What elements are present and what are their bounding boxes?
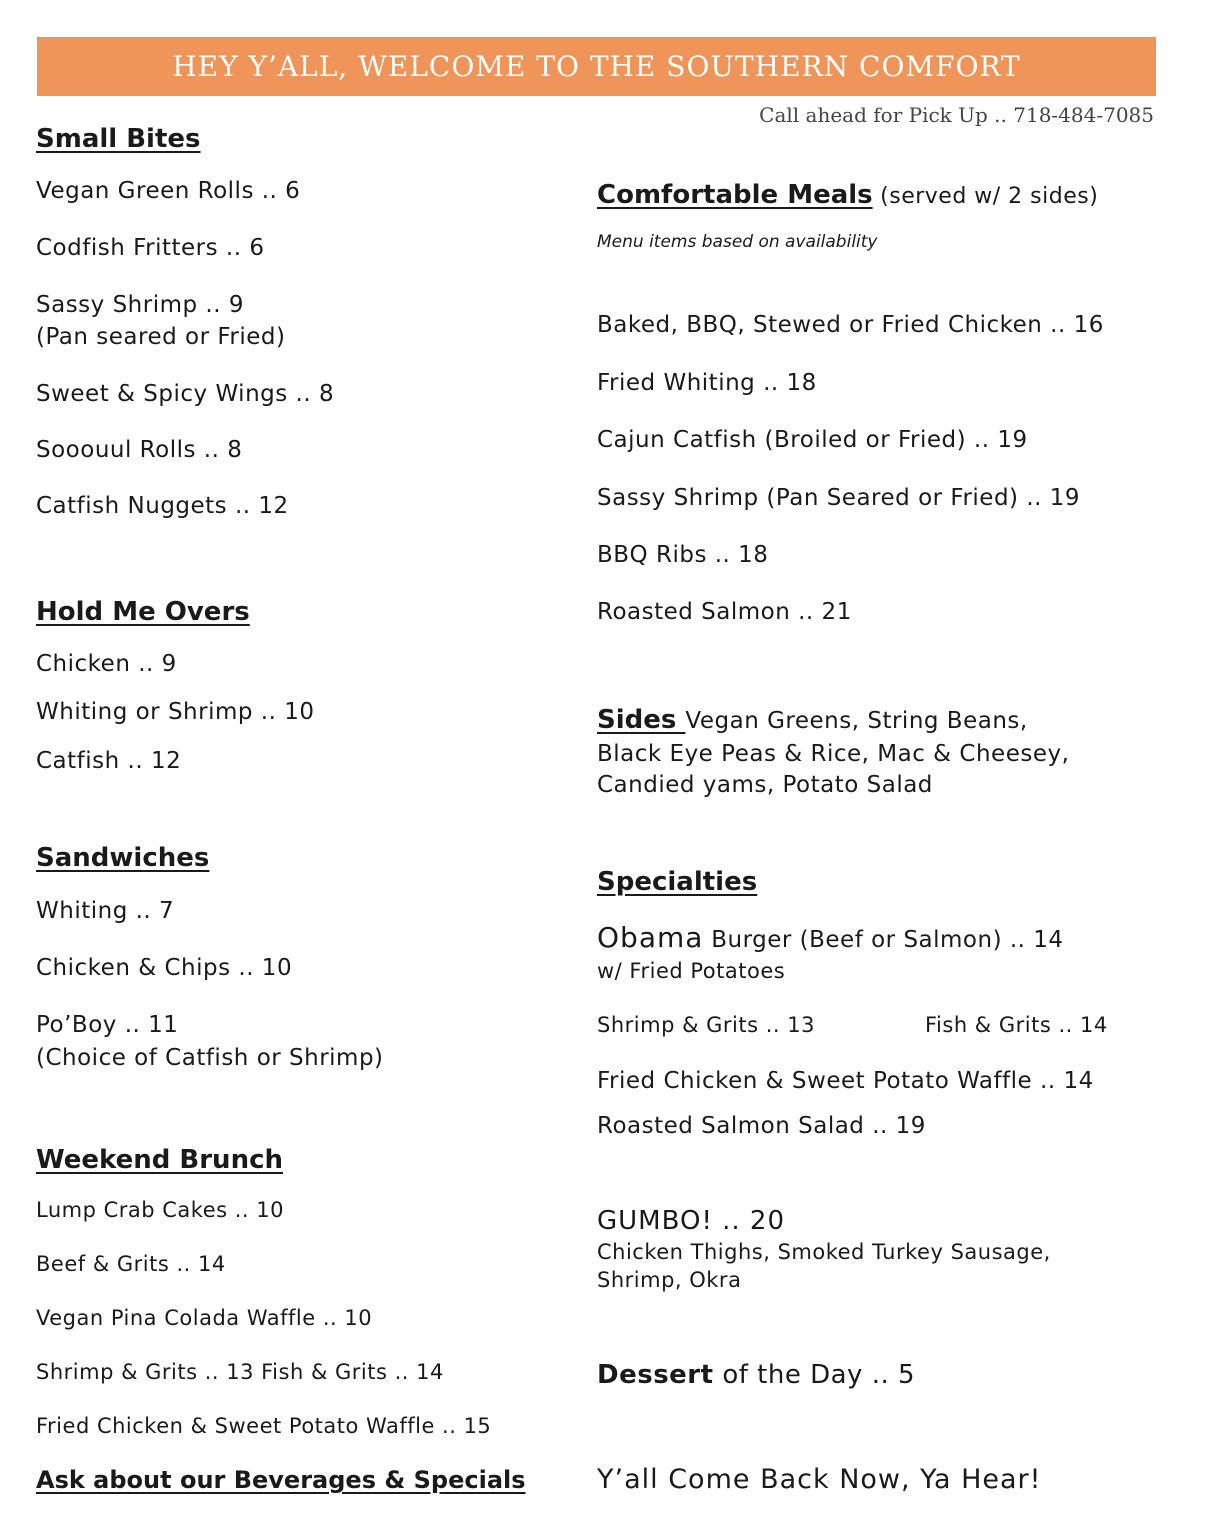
sides-list: Vegan Greens, String Beans, <box>685 708 1028 734</box>
menu-item: Roasted Salmon .. 21 <box>597 599 852 625</box>
menu-item: Sassy Shrimp .. 9 <box>36 292 244 318</box>
menu-item: Sooouul Rolls .. 8 <box>36 437 243 463</box>
banner-title: HEY Y’ALL, WELCOME TO THE SOUTHERN COMFORT <box>172 50 1021 83</box>
obama-burger-rest: Burger (Beef or Salmon) .. 14 <box>703 927 1064 953</box>
menu-item: Whiting .. 7 <box>36 898 175 924</box>
menu-item: Codfish Fritters .. 6 <box>36 235 265 261</box>
menu-item: Whiting or Shrimp .. 10 <box>36 699 315 725</box>
comfortable-meals-heading: Comfortable Meals <box>597 180 873 210</box>
comfortable-meals-title <box>597 180 1098 210</box>
menu-item: Cajun Catfish (Broiled or Fried) .. 19 <box>597 427 1028 453</box>
availability-note: Menu items based on availability <box>597 232 878 252</box>
gumbo-line-1: Chicken Thighs, Smoked Turkey Sausage, <box>597 1240 1051 1264</box>
weekend-brunch-heading: Weekend Brunch <box>36 1145 283 1175</box>
menu-item: Po’Boy .. 11 <box>36 1012 179 1038</box>
menu-item: Roasted Salmon Salad .. 19 <box>597 1113 926 1139</box>
menu-item: Beef & Grits .. 14 <box>36 1252 226 1276</box>
sides-line-3: Candied yams, Potato Salad <box>597 772 933 798</box>
menu-item: Chicken .. 9 <box>36 651 177 677</box>
sides-heading: Sides <box>597 705 686 735</box>
menu-item: Shrimp & Grits .. 13 Fish & Grits .. 14 <box>36 1360 444 1384</box>
menu-item: Lump Crab Cakes .. 10 <box>36 1198 285 1222</box>
sides-line-1 <box>597 705 1028 735</box>
dessert-bold: Dessert <box>597 1360 714 1390</box>
menu-item: Fish & Grits .. 14 <box>925 1013 1108 1037</box>
menu-item: Fried Whiting .. 18 <box>597 370 817 396</box>
menu-item: Catfish Nuggets .. 12 <box>36 493 289 519</box>
menu-item: Sweet & Spicy Wings .. 8 <box>36 381 335 407</box>
obama-burger-line <box>597 921 1064 954</box>
menu-item: Chicken & Chips .. 10 <box>36 955 293 981</box>
closing-line: Y’all Come Back Now, Ya Hear! <box>597 1464 1042 1495</box>
menu-item: Fried Chicken & Sweet Potato Waffle .. 15 <box>36 1414 492 1438</box>
menu-item-note: (Choice of Catfish or Shrimp) <box>36 1045 384 1071</box>
menu-item: Baked, BBQ, Stewed or Fried Chicken .. 16 <box>597 312 1104 338</box>
menu-item: Vegan Pina Colada Waffle .. 10 <box>36 1306 373 1330</box>
menu-item: Catfish .. 12 <box>36 748 182 774</box>
dessert-rest: of the Day .. 5 <box>713 1360 916 1390</box>
gumbo-title: GUMBO! .. 20 <box>597 1206 786 1236</box>
hold-me-overs-heading: Hold Me Overs <box>36 597 250 627</box>
menu-item: Fried Chicken & Sweet Potato Waffle .. 14 <box>597 1068 1094 1094</box>
menu-item: Sassy Shrimp (Pan Seared or Fried) .. 19 <box>597 485 1081 511</box>
welcome-banner <box>37 37 1156 96</box>
menu-item: BBQ Ribs .. 18 <box>597 542 769 568</box>
specialties-heading: Specialties <box>597 867 758 897</box>
gumbo-line-2: Shrimp, Okra <box>597 1268 742 1292</box>
menu-item-note: (Pan seared or Fried) <box>36 324 286 350</box>
beverages-note: Ask about our Beverages & Specials <box>36 1466 526 1494</box>
menu-item: Vegan Green Rolls .. 6 <box>36 178 301 204</box>
sides-line-2: Black Eye Peas & Rice, Mac & Cheesey, <box>597 741 1070 767</box>
obama-burger-sub: w/ Fried Potatoes <box>597 959 786 983</box>
dessert-line <box>597 1360 915 1390</box>
call-ahead-text: Call ahead for Pick Up .. 718-484-7085 <box>759 103 1154 127</box>
sandwiches-heading: Sandwiches <box>36 843 210 873</box>
small-bites-heading: Small Bites <box>36 124 201 154</box>
menu-item: Shrimp & Grits .. 13 <box>597 1013 815 1037</box>
comfortable-meals-suffix: (served w/ 2 sides) <box>872 184 1099 209</box>
obama-word: Obama <box>597 921 704 954</box>
